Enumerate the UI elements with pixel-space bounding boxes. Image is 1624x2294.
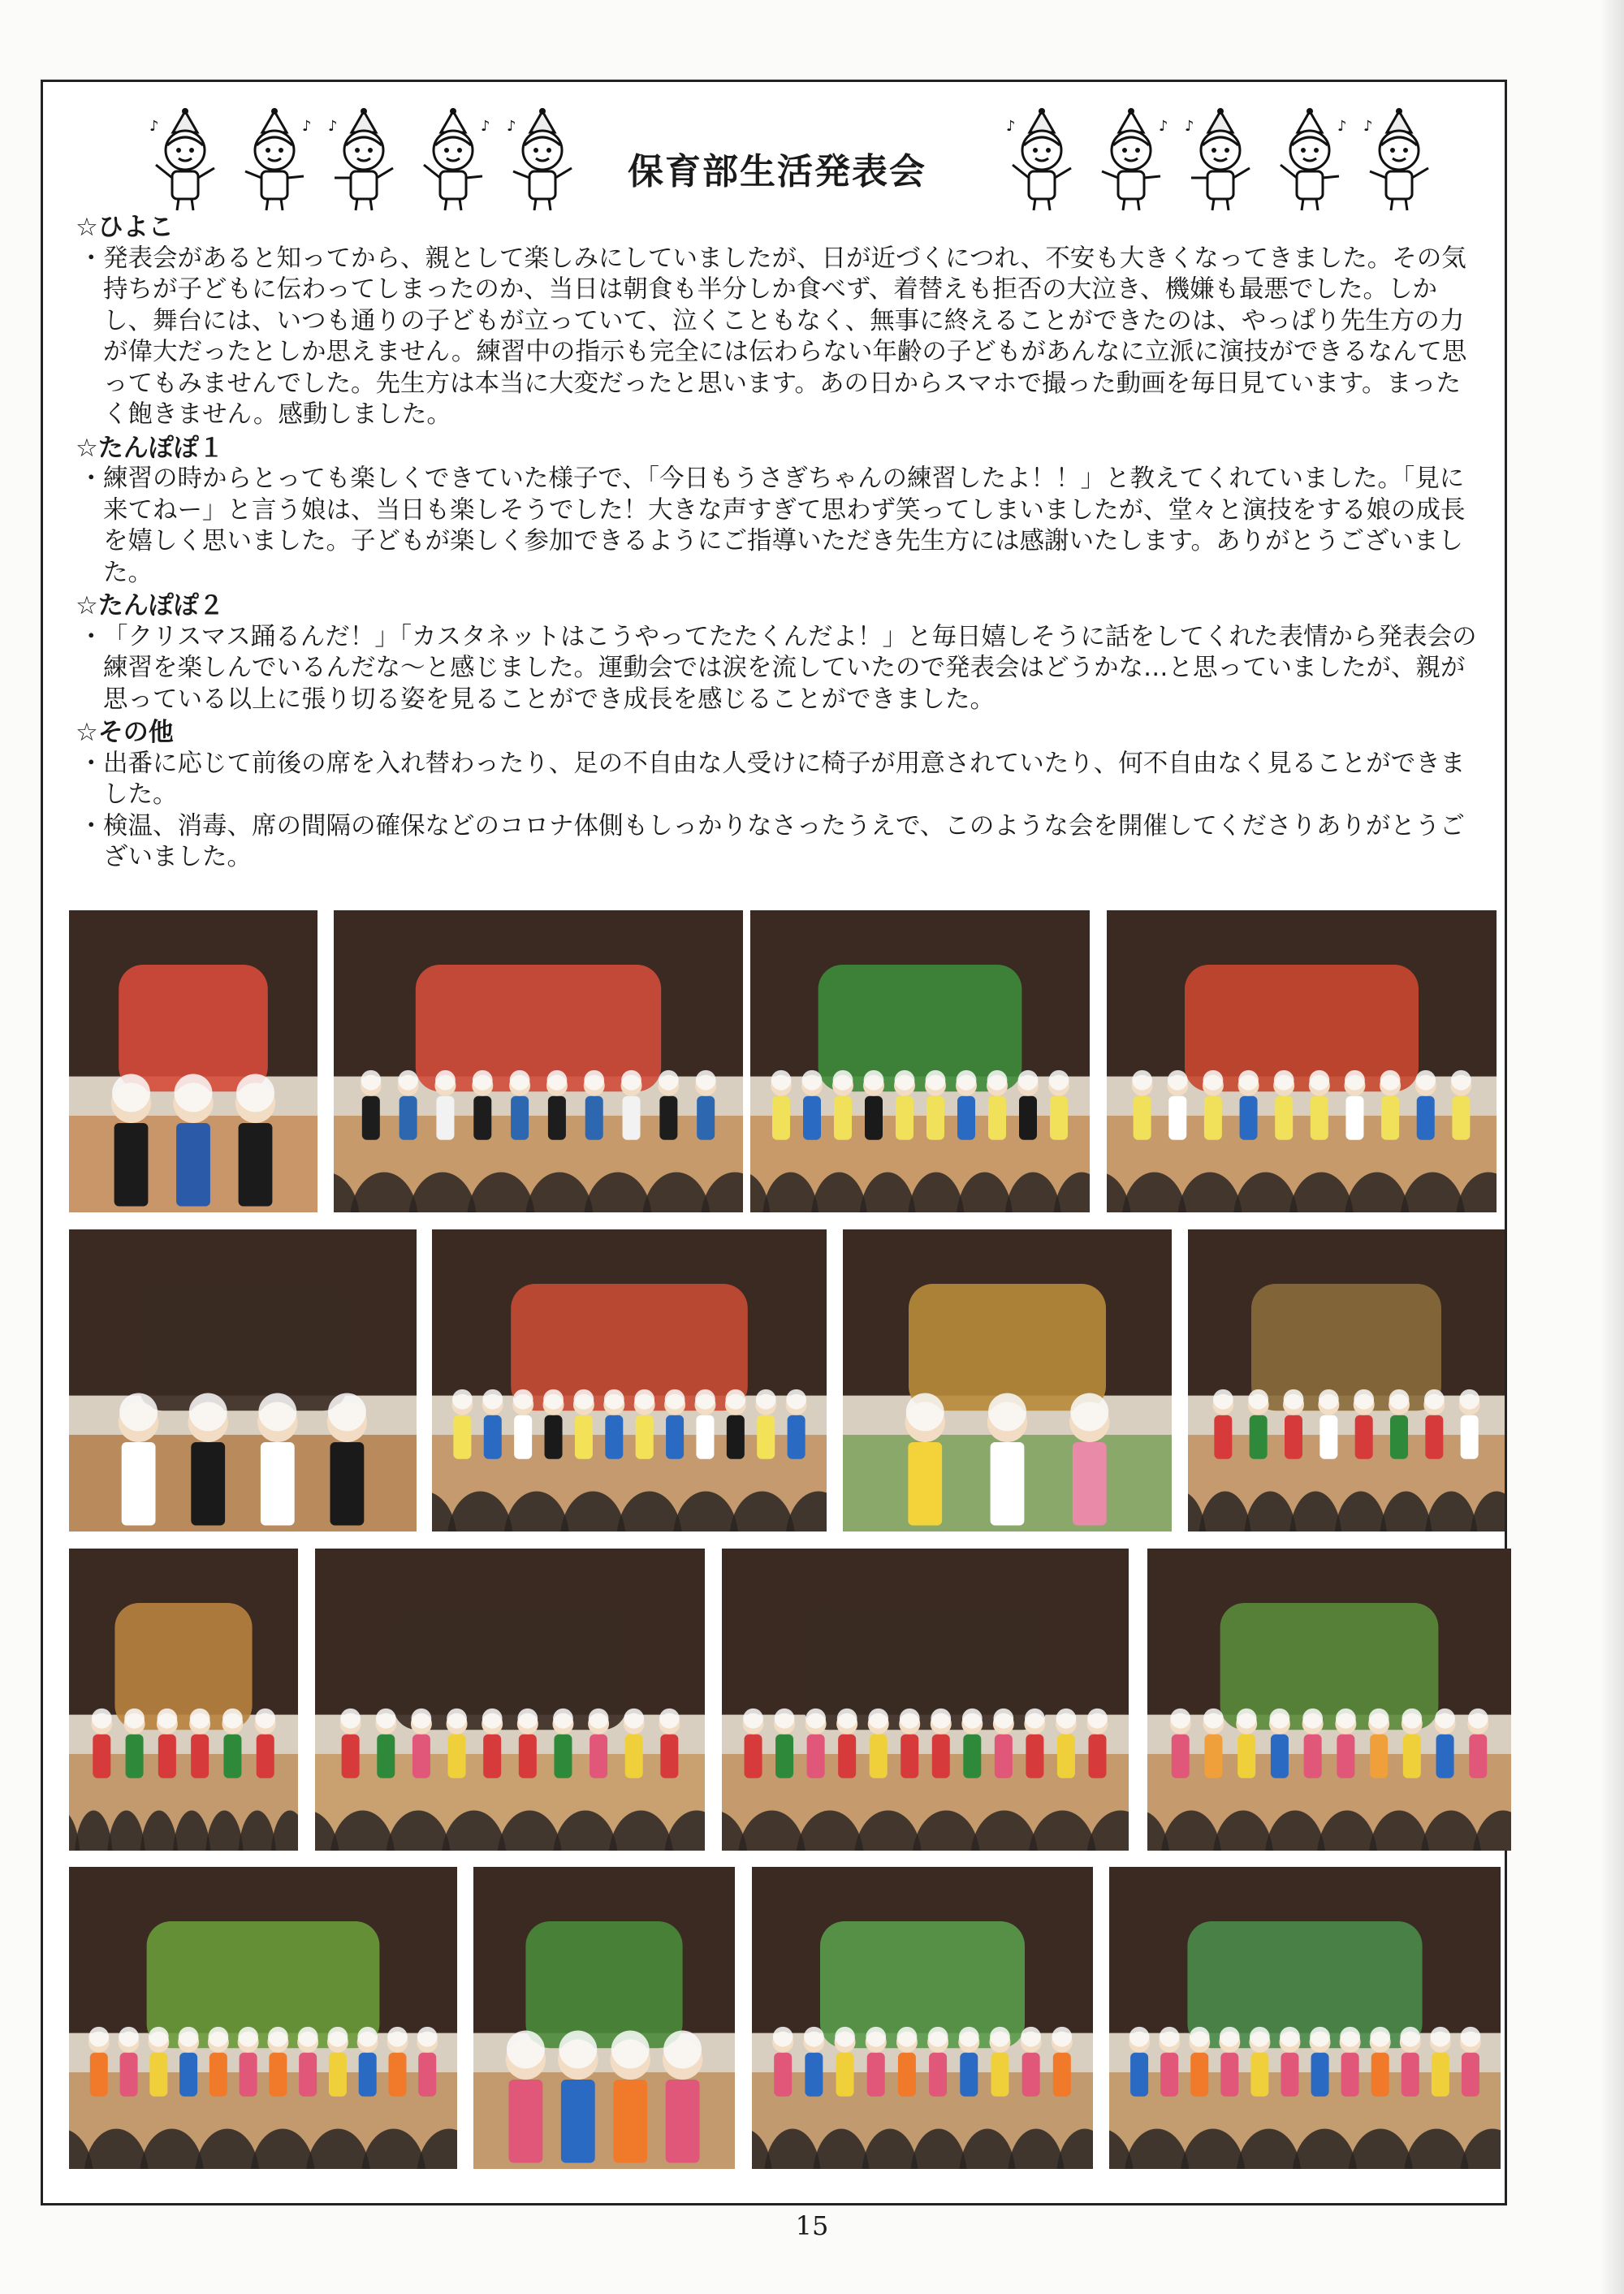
- stage-photo: [69, 910, 317, 1212]
- svg-text:♪: ♪: [507, 118, 516, 135]
- svg-text:♪: ♪: [481, 118, 490, 135]
- stage-photo: [752, 1867, 1093, 2169]
- comment-item: ・ 練習の時からとっても楽しくできていた様子で、「今日もうさぎちゃんの練習したよ！！」と教えてくれていました。「見に来てねー」と言う娘は、当日も楽しそうでした！大きな声すぎて思わず笑ってしまいましたが、堂々と演技をする娘の成長を嬉しく思いました。子どもが楽しく参加できるようにご指導いただき先生方には感謝いたします。ありがとうございました。: [79, 464, 1466, 587]
- cartoon-child-icon: [1001, 108, 1082, 214]
- stage-photo: [750, 910, 1090, 1212]
- cartoon-child-icon: [1269, 108, 1350, 214]
- svg-text:♪: ♪: [1159, 118, 1168, 135]
- stage-photo: [432, 1229, 827, 1531]
- stage-photo: [315, 1549, 705, 1851]
- page-number: 15: [795, 2210, 829, 2241]
- cartoon-child-icon: [323, 108, 404, 214]
- cartoon-child-icon: [1358, 108, 1440, 214]
- cartoon-child-icon: [412, 108, 494, 214]
- bullet: ・: [79, 749, 104, 778]
- stage-photo: [334, 910, 743, 1212]
- page-title: 保育部生活発表会: [628, 151, 926, 192]
- svg-text:♪: ♪: [149, 118, 159, 135]
- section-heading-tanpopo1: ☆たんぽぽ１: [76, 433, 224, 463]
- stage-photo: [1109, 1867, 1501, 2169]
- comment-item: ・ 検温、消毒、席の間隔の確保などのコロナ体側もしっかりなさったうえで、このような会を開催してくださりありがとうございました。: [79, 811, 1465, 871]
- comment-item: ・ 発表会があると知ってから、親として楽しみにしていましたが、日が近づくにつれ、不安も大きくなってきました。その気持ちが子どもに伝わってしまったのか、当日は朝食も半分しか食べず、着替えも拒否の大泣き、機嫌も最悪でした。しかし、舞台には、いつも通りの子どもが立っていて、泣くこともなく、無事に終えることができたのは、やっぱり先生方の力が偉大だったとしか思えません。練習中の指示も完全には伝わらない年齢の子どもがあんなに立派に演技ができるなんて思ってもみませんでした。先生方は本当に大変だったと思います。あの日からスマホで撮った動画を毎日見ています。まったく飽きません。感動しました。: [79, 244, 1467, 429]
- stage-photo: [473, 1867, 735, 2169]
- kids-illustration-left: [145, 108, 583, 214]
- cartoon-child-icon: [145, 108, 226, 214]
- svg-text:♪: ♪: [1185, 118, 1194, 135]
- section-heading-tanpopo2: ☆たんぽぽ２: [76, 591, 224, 620]
- stage-photo: [1147, 1549, 1511, 1851]
- svg-text:♪: ♪: [1363, 118, 1373, 135]
- header: [43, 100, 1505, 222]
- comment-item: ・ 出番に応じて前後の席を入れ替わったり、足の不自由な人受けに椅子が用意されていたり、何不自由なく見ることができました。: [79, 749, 1466, 809]
- stage-photo: [69, 1549, 298, 1851]
- bullet: ・: [79, 811, 104, 840]
- svg-text:♪: ♪: [302, 118, 312, 135]
- bullet: ・: [79, 622, 104, 651]
- bullet: ・: [79, 464, 104, 493]
- stage-photo: [1107, 910, 1497, 1212]
- cartoon-child-icon: [234, 108, 315, 214]
- page-edge-shadow: [1600, 0, 1624, 2294]
- bullet: ・: [79, 244, 104, 273]
- cartoon-child-icon: [1091, 108, 1172, 214]
- cartoon-child-icon: [502, 108, 583, 214]
- stage-photo: [69, 1867, 457, 2169]
- svg-text:♪: ♪: [328, 118, 338, 135]
- comments-area: [76, 210, 1480, 874]
- svg-text:♪: ♪: [1337, 118, 1347, 135]
- stage-photo: [69, 1229, 417, 1531]
- section-heading-hiyoko: ☆ひよこ: [76, 213, 174, 242]
- svg-text:♪: ♪: [1006, 118, 1016, 135]
- stage-photo: [722, 1549, 1129, 1851]
- newsletter-frame: [41, 80, 1507, 2205]
- section-heading-other: ☆その他: [76, 718, 174, 747]
- cartoon-child-icon: [1180, 108, 1261, 214]
- stage-photo: [1188, 1229, 1505, 1531]
- comment-item: ・ 「クリスマス踊るんだ！」「カスタネットはこうやってたたくんだよ！」と毎日嬉しそうに話をしてくれた表情から発表会の練習を楽しんでいるんだな～と感じました。運動会では涙を流していたので発表会はどうかな…と思っていましたが、親が思っている以上に張り切る姿を見ることができ成長を感じることができました。: [79, 622, 1477, 714]
- kids-illustration-right: [1001, 108, 1440, 214]
- stage-photo: [843, 1229, 1172, 1531]
